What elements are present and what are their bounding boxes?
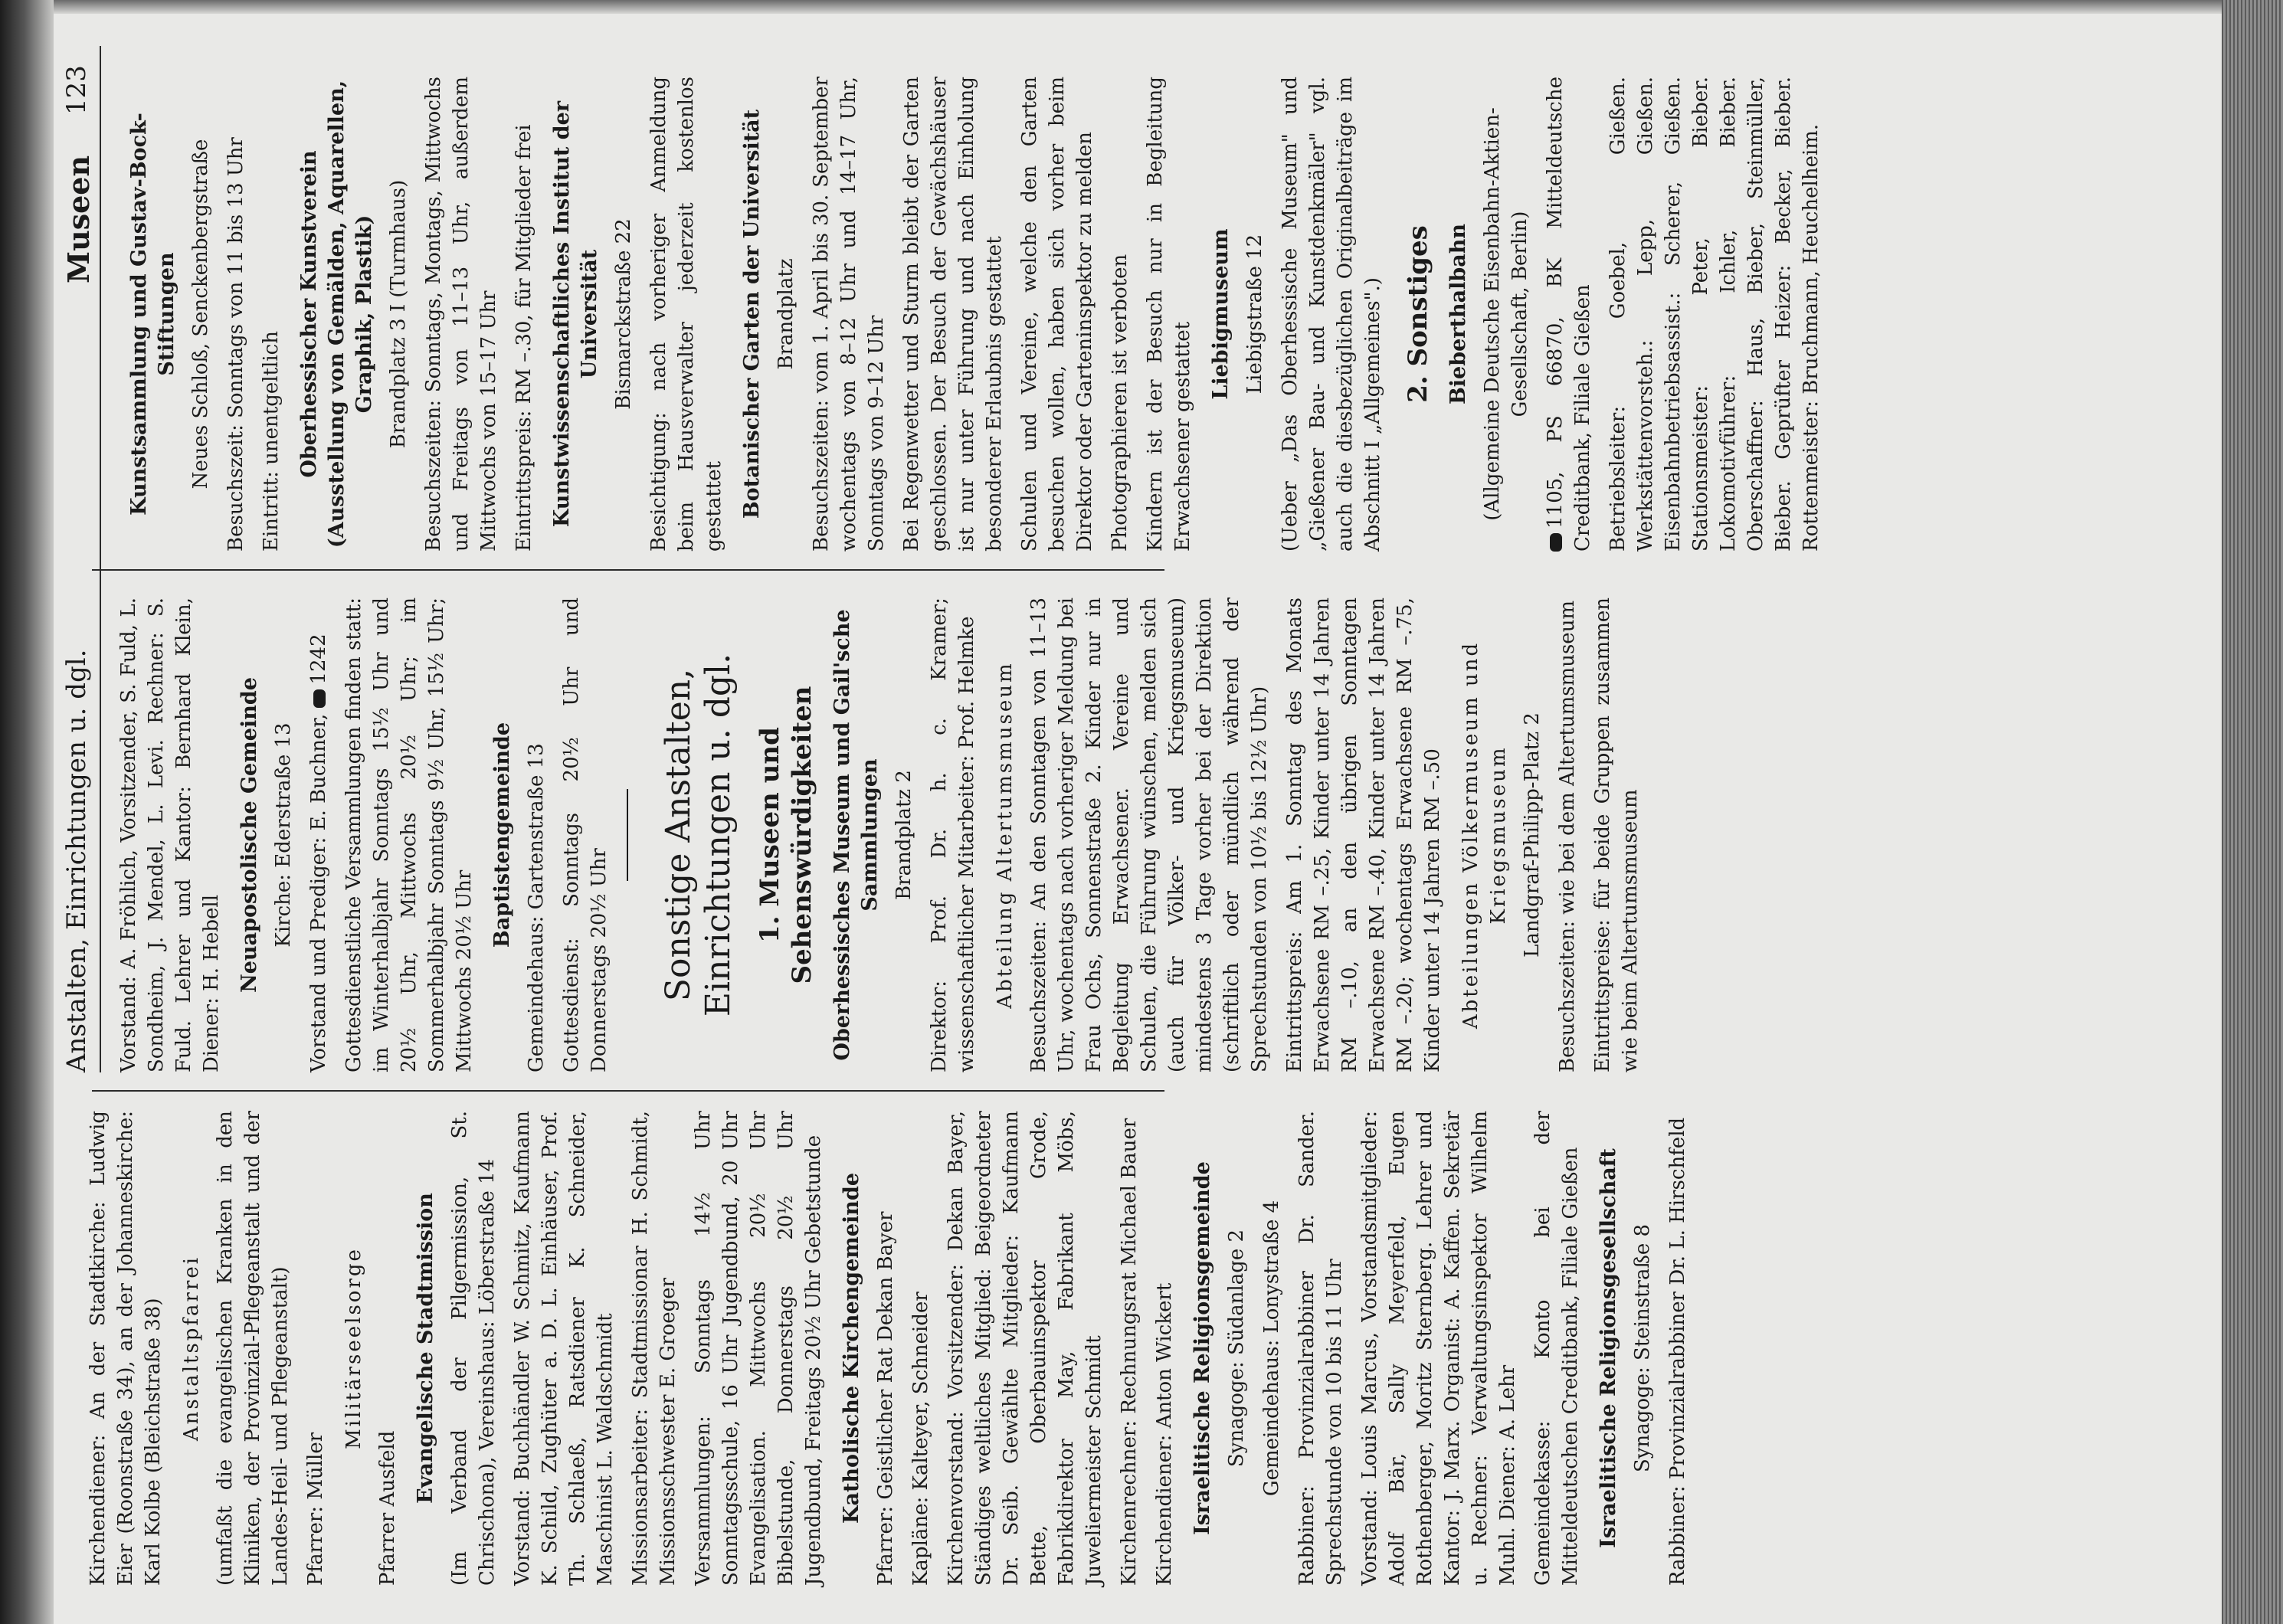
phone-number: 1242 [307, 634, 330, 685]
paragraph: Neues Schloß, Senckenbergstraße [189, 139, 212, 489]
chapter-section-title: 1. Museen und Sehenswürdigkeiten [755, 686, 817, 984]
section-heading: Anstaltspfarrei [180, 1255, 203, 1442]
paragraph: Pfarrer: Müller [304, 1432, 327, 1586]
paragraph: (Allgemeine Deutsche Eisenbahn-Aktien-Gesellschaft, Berlin) [1481, 107, 1531, 521]
running-header-center: Museen [61, 155, 96, 283]
telephone-icon [1550, 533, 1562, 552]
rotated-page-content [61, 38, 2214, 1601]
paragraph: Eintrittspreis: RM –.30, für Mitglieder frei [513, 124, 536, 552]
section-heading: Katholische Kirchengemeinde [840, 1173, 863, 1524]
section-heading: Oberhessischer Kunstverein (Ausstellung von Gemälden, Aquarellen, Graphik, Plastik) [297, 80, 376, 548]
paragraph: (Ueber „Das Oberhessische Museum" und „Gießener Bau- und Kunstdenkmäler" vgl. auch die diesbezüglichen Originalbeiträge im Abschnitt I „Allgemeines".) [1279, 77, 1384, 552]
header-rule [100, 46, 101, 1072]
book-binding-shadow [0, 0, 54, 1624]
section-heading: Liebigmuseum [1209, 228, 1233, 400]
paragraph [1541, 77, 1597, 552]
paragraph: Brandplatz 2 [893, 770, 915, 900]
paragraph: Eintrittspreis: Am 1. Sonntag des Monats Erwachsene RM –.25, Kinder unter 14 Jahren RM –.10, an den übrigen Sonntagen Erwachsene RM –.40, Kinder unter 14 Jahren RM –.20; wochentags Erwachsene RM –.75, Kinder unter 14 Jahren RM –.50 [1283, 598, 1444, 1072]
paragraph: Kirchenrechner: Rechnungsrat Michael Bauer [1118, 1118, 1141, 1586]
paragraph: Kirchenvorstand: Vorsitzender: Dekan Bayer, Ständiges weltliches Mitglied: Beigeordneter Dr. Seib. Gewählte Mitglieder: Kaufmann Bette, Oberbauinspektor Grode, Fabrikdirektor May, Fabrikant Möbs, Juweliermeister Schmidt [945, 1111, 1105, 1586]
column-divider-2 [92, 569, 1164, 571]
paragraph: Synagoge: Steinstraße 8 [1631, 1223, 1654, 1473]
chapter-section-title: 2. Sonstiges [1403, 225, 1433, 403]
paragraph: Missionsarbeiter: Stadtmissionar H. Schmidt, Missionsschwester E. Groeger [629, 1111, 680, 1586]
paragraph: (umfaßt die evangelischen Kranken in den Kliniken, der Provinzial-Pflegeanstalt und der Landes-Heil- und Pflegeanstalt) [214, 1111, 292, 1586]
paragraph: Eintritt: unentgeltlich [260, 331, 283, 552]
paragraph: Bei Regenwetter und Sturm bleibt der Garten geschlossen. Der Besuch der Gewächshäuser ist nur unter Führung und nach Einholung besonderer Erlaubnis gestattet [900, 77, 1006, 552]
section-heading: Evangelische Stadtmission [414, 1193, 437, 1504]
section-heading: Baptistengemeinde [490, 722, 514, 948]
paragraph-text: Vorstand und Prediger: E. Buchner, [307, 713, 330, 1072]
section-heading: Bieberthalbahn [1446, 223, 1470, 405]
paragraph: Besuchszeiten: Sonntags, Montags, Mittwochs und Freitags von 11–13 Uhr, außerdem Mittwochs von 15–17 Uhr [422, 77, 500, 552]
section-heading: Kunstwissenschaftliches Institut der Universität [550, 100, 601, 528]
paragraph: Gemeindehaus: Lonystraße 4 [1260, 1200, 1283, 1497]
section-heading: Abteilungen Völkermuseum und Kriegsmuseum [1459, 640, 1510, 1030]
paragraph: Kindern ist der Besuch nur in Begleitung Erwachsener gestattet [1144, 77, 1194, 552]
paragraph: Photographieren ist verboten [1109, 254, 1132, 552]
paragraph: Besuchszeiten: wie bei dem Altertumsmuseum [1556, 600, 1579, 1072]
phone-number: 1105, PS 66870, BK Mitteldeutsche Creditbank, Filiale Gießen [1544, 77, 1594, 552]
paragraph: Bismarckstraße 22 [612, 218, 635, 410]
paragraph: Besuchszeiten: vom 1. April bis 30. September wochentags von 8–12 Uhr und 14–17 Uhr, Sonntags von 9–12 Uhr [810, 77, 888, 552]
separator-dash [627, 789, 628, 881]
paragraph: Besuchszeit: Sonntags von 11 bis 13 Uhr [224, 137, 247, 552]
paragraph: Eintrittspreise: für beide Gruppen zusammen wie beim Altertumsmuseum [1591, 598, 1642, 1072]
running-header-left: Anstalten, Einrichtungen u. dgl. [61, 649, 92, 1072]
section-heading: Israelitische Religionsgemeinde [1191, 1161, 1214, 1535]
paragraph: Gottesdienstliche Versammlungen finden statt: im Winterhalbjahr Sonntags 15½ Uhr und 20½ Uhr, Mittwochs 20½ Uhr; im Sommerhalbjahr Sonntags 9½ Uhr, 15½ Uhr; Mittwochs 20½ Uhr [342, 598, 476, 1072]
paragraph: Synagoge: Südanlage 2 [1225, 1229, 1248, 1468]
section-heading: Oberhessisches Museum und Gail'sche Sammlungen [830, 609, 882, 1061]
section-heading: Botanischer Garten der Universität [740, 109, 764, 519]
paragraph: Brandplatz 3 I (Turmhaus) [387, 179, 410, 449]
paragraph: Pfarrer: Geistlicher Rat Dekan Bayer [874, 1211, 897, 1586]
paragraph: Landgraf-Philipp-Platz 2 [1521, 712, 1544, 958]
paragraph: Vorstand: Louis Marcus, Vorstandsmitglieder: Adolf Bär, Sally Meyerfeld, Eugen Rothenberger, Moritz Sternberg. Lehrer und Kantor: J. Marx. Organist: A. Kaffen. Sekretär u. Rechner: Verwaltungsinspektor Wilhelm Muhl. Diener: A. Lehr [1358, 1111, 1519, 1586]
page-top-edge [0, 0, 2283, 14]
paragraph [305, 598, 332, 1072]
paragraph: Kirchendiener: An der Stadtkirche: Ludwig Eier (Roonstraße 34), an der Johanneskirche: Karl Kolbe (Bleichstraße 38) [87, 1111, 165, 1586]
paragraph: Versammlungen: Sonntags 14½ Uhr Sonntagsschule, 16 Uhr Jugendbund, 20 Uhr Evangelisation. Mittwochs 20½ Uhr Bibelstunde, Donnerstags 20½ Uhr Jugendbund, Freitags 20½ Uhr Gebetstunde [692, 1111, 825, 1586]
section-heading: Kunstsammlung und Gustav-Bock-Stiftungen [127, 113, 179, 516]
paragraph: Direktor: Prof. Dr. h. c. Kramer; wissenschaftlicher Mitarbeiter: Prof. Helmke [928, 598, 978, 1072]
section-heading: Neuapostolische Gemeinde [237, 677, 261, 993]
paragraph: Besuchszeiten: An den Sonntagen von 11–13 Uhr, wochentags nach vorheriger Meldung bei Frau Ochs, Sonnenstraße 2. Kinder nur in Begleitung Erwachsener. Vereine und Schulen, die Führung wünschen, melden sich (auch für Völker- und Kriegsmuseum) mindestens 3 Tage vorher bei der Direktion (schriftlich oder mündlich während der Sprechstunden von 10½ bis 12½ Uhr) [1027, 598, 1271, 1072]
page-number: 123 [61, 65, 92, 115]
column-left [84, 1111, 1699, 1586]
chapter-title: Sonstige Anstalten, Einrichtungen u. dgl. [659, 653, 738, 1017]
paragraph: Gemeindehaus: Gartenstraße 13 [525, 743, 548, 1072]
paragraph: Betriebsleiter: Goebel, Gießen. Werkstättenvorsteh.: Lepp, Gießen. Eisenbahnbetriebsassist.: Scherer, Gießen. Stationsmeister: Peter, Bieber. Lokomotivführer: Ichler, Bieber. Oberschaffner: Haus, Bieber, Steinmüller, Bieber. Geprüfter Heizer: Becker, Bieber. Rottenmeister: Bruchmann, Heuchelheim. [1607, 77, 1823, 552]
paragraph: Kapläne: Kalteyer, Schneider [909, 1292, 932, 1586]
paragraph: Vorstand: A. Fröhlich, Vorsitzender, S. Fuld, L. Sondheim, J. Mendel, L. Levi. Rechner: S. Fuld. Lehrer und Kantor: Bernhard Klein, Diener: H. Hebell [117, 598, 223, 1072]
paragraph: Kirche: Ederstraße 13 [272, 722, 295, 948]
paragraph: (Im Verband der Pilgermission, St. Chrischona), Vereinshaus: Löberstraße 14 [448, 1111, 499, 1586]
paragraph: Besichtigung: nach vorheriger Anmeldung beim Hausverwalter jederzeit kostenlos gestattet [647, 77, 726, 552]
page-stack-edge [2222, 0, 2283, 1624]
column-right [115, 77, 1833, 552]
section-heading: Israelitische Religionsgesellschaft [1597, 1148, 1620, 1548]
paragraph: Liebigstraße 12 [1243, 234, 1266, 395]
section-heading: Abteilung Altertumsmuseum [994, 661, 1017, 1009]
paragraph: Pfarrer Ausfeld [376, 1430, 399, 1586]
paragraph: Kirchendiener: Anton Wickert [1153, 1282, 1176, 1586]
paragraph: Brandplatz [775, 258, 798, 370]
section-heading: Militärseelsorge [342, 1247, 365, 1449]
column-middle [115, 598, 1652, 1072]
telephone-icon [313, 689, 326, 708]
paragraph: Vorstand: Buchhändler W. Schmitz, Kaufmann K. Schild, Zughüter a. D. L. Einhäuser, Prof. Th. Schlaeß, Ratsdiener K. Schneider, Maschinist L. Waldschmidt [511, 1111, 617, 1586]
column-divider-1 [92, 1090, 1164, 1092]
paragraph: Schulen und Vereine, welche den Garten besuchen wollen, haben sich vorher beim Direktor oder Garteninspektor zu melden [1018, 77, 1096, 552]
paragraph: Rabbiner: Provinzialrabbiner Dr. Sander. Sprechstunde von 10 bis 11 Uhr [1295, 1111, 1346, 1586]
paragraph: Gottesdienst: Sonntags 20½ Uhr und Donnerstags 20½ Uhr [560, 598, 611, 1072]
paragraph: Rabbiner: Provinzialrabbiner Dr. L. Hirschfeld [1666, 1117, 1689, 1586]
paragraph: Gemeindekasse: Konto bei der Mitteldeutschen Creditbank, Filiale Gießen [1531, 1111, 1582, 1586]
